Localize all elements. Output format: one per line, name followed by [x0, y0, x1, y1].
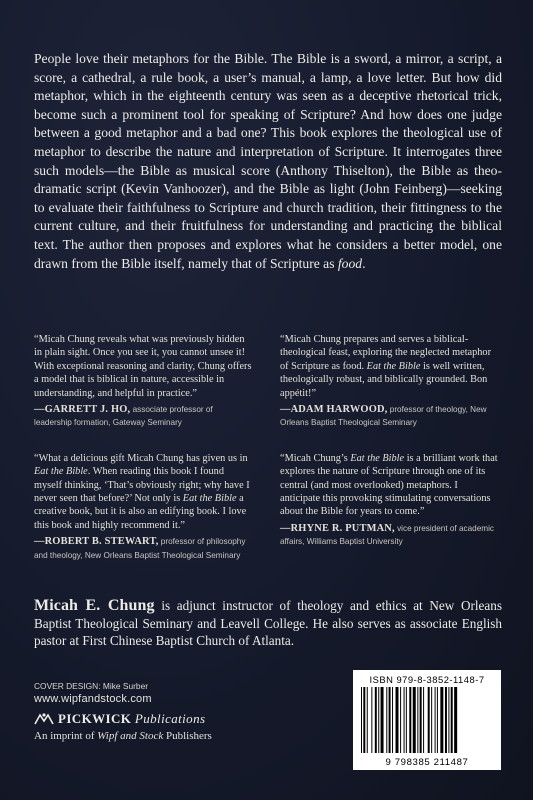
endorser-name: —RHYNE R. PUTMAN,	[280, 522, 395, 534]
endorsement-quote	[280, 452, 498, 519]
endorsement-quote	[280, 333, 498, 400]
endorser-name: —ROBERT B. STEWART,	[34, 536, 159, 548]
endorsement-attribution	[280, 403, 498, 430]
publisher-logo-line	[34, 711, 205, 727]
bio-text: is adjunct instructor of theology and ethics at New Orleans Baptist Theological Seminary and Leavell College. He also serves as associate English pastor at First Chinese Baptist Church of Atlanta.	[34, 598, 502, 649]
book-title: Eat the Bible	[182, 493, 237, 505]
cover-design-credit: COVER DESIGN: Mike Surber	[34, 681, 149, 691]
quote-part: a creative book, but it is also an edifying book. I love this book and highly recommend it.”	[34, 493, 247, 531]
book-title: Eat the Bible	[34, 466, 88, 478]
endorsement-attribution	[280, 522, 498, 549]
book-title: Eat the Bible	[350, 452, 405, 464]
quote-part: “Micah Chung prepares and serves a biblical-theological feast, exploring the neglected metaphor of Scripture as food.	[280, 334, 492, 372]
endorsement-harwood	[280, 333, 498, 430]
endorser-name: —GARRETT J. HO,	[34, 404, 131, 416]
quote-part: “Micah Chung’s	[280, 452, 351, 464]
imprint-publisher: Wipf and Stock	[97, 730, 164, 742]
quote-part: “What a delicious gift Micah Chung has given us in	[34, 452, 248, 464]
endorser-role: professor of philosophy and theology, New Orleans Baptist Theological Seminary	[34, 537, 246, 560]
quote-part: is a brilliant work that explores the nature of Scripture through one of its central (and most overlooked) metaphors. I anticipate this provoking stimulating conversations about the Bible for years to come.”	[280, 452, 498, 518]
isbn-label: ISBN 979-8-3852-1148-7	[369, 674, 485, 685]
endorsement-ho	[34, 333, 252, 430]
endorsement-putman	[280, 452, 498, 562]
description-emphasis: food	[337, 255, 363, 271]
imprint-text: Publishers	[163, 730, 212, 742]
quote-part: is well written, theologically robust, and biblically grounded. Bon appétit!”	[280, 360, 488, 399]
publisher-website: www.wipfandstock.com	[34, 693, 152, 705]
publisher-name-caps: PICKWICK	[58, 711, 132, 726]
endorsement-stewart	[34, 452, 252, 562]
endorser-role: professor of theology, New Orleans Baptist Theological Seminary	[280, 405, 487, 428]
endorsement-quote	[34, 452, 252, 532]
description-end: .	[362, 255, 366, 271]
author-bio	[34, 597, 502, 650]
publisher-name-italic: Publications	[131, 711, 206, 726]
endorser-role: associate professor of leadership formation, Gateway Seminary	[34, 405, 213, 428]
endorsement-attribution	[34, 535, 252, 562]
endorsement-attribution	[34, 403, 252, 430]
pickwick-logo-icon	[34, 712, 54, 726]
imprint-text: An imprint of	[34, 730, 98, 742]
barcode-bars	[361, 687, 493, 753]
imprint-line	[34, 730, 212, 742]
book-title: Eat the Bible	[366, 360, 421, 372]
description-text: People love their metaphors for the Bible. The Bible is a sword, a mirror, a script, a score, a cathedral, a rule book, a user’s manual, a lamp, a love letter. But how did metaphor, which in the eighteenth century was seen as a deceptive rhetorical trick, become such a prominent tool for speaking of Scripture? And how does one judge between a good metaphor and a bad one? This book explores the theological use of metaphor to describe the nature and interpretation of Scripture. It interrogates three such models—the Bible as musical score (Anthony Thiselton), the Bible as theo-dramatic script (Kevin Vanhoozer), and the Bible as light (John Feinberg)—seeking to evaluate their faithfulness to Scripture and church tradition, their fittingness to the current culture, and their fruitfulness for understanding and practicing the biblical text. The author then proposes and explores what he considers a better model, one drawn from the Bible itself, namely that of Scripture as	[34, 51, 502, 271]
quote-part: . When reading this book I found myself thinking, ‘That’s obviously right; why have I never seen that before?’ Not only is	[34, 466, 250, 505]
author-name: Micah E. Chung	[34, 597, 155, 614]
publisher-name	[58, 711, 205, 727]
isbn-digits: 9 798385 211487	[385, 757, 469, 768]
endorser-name: —ADAM HARWOOD,	[280, 404, 388, 416]
endorsements	[34, 333, 504, 562]
endorser-role: vice president of academic affairs, Williams Baptist University	[280, 523, 495, 547]
endorsement-quote: “Micah Chung reveals what was previously hidden in plain sight. Once you see it, you cannot unsee it! With exceptional reasoning and clarity, Chung offers a model that is biblical in nature, accessible in understanding, and helpful in practice.”	[34, 334, 252, 399]
book-description	[34, 50, 502, 273]
isbn-barcode	[353, 670, 501, 770]
